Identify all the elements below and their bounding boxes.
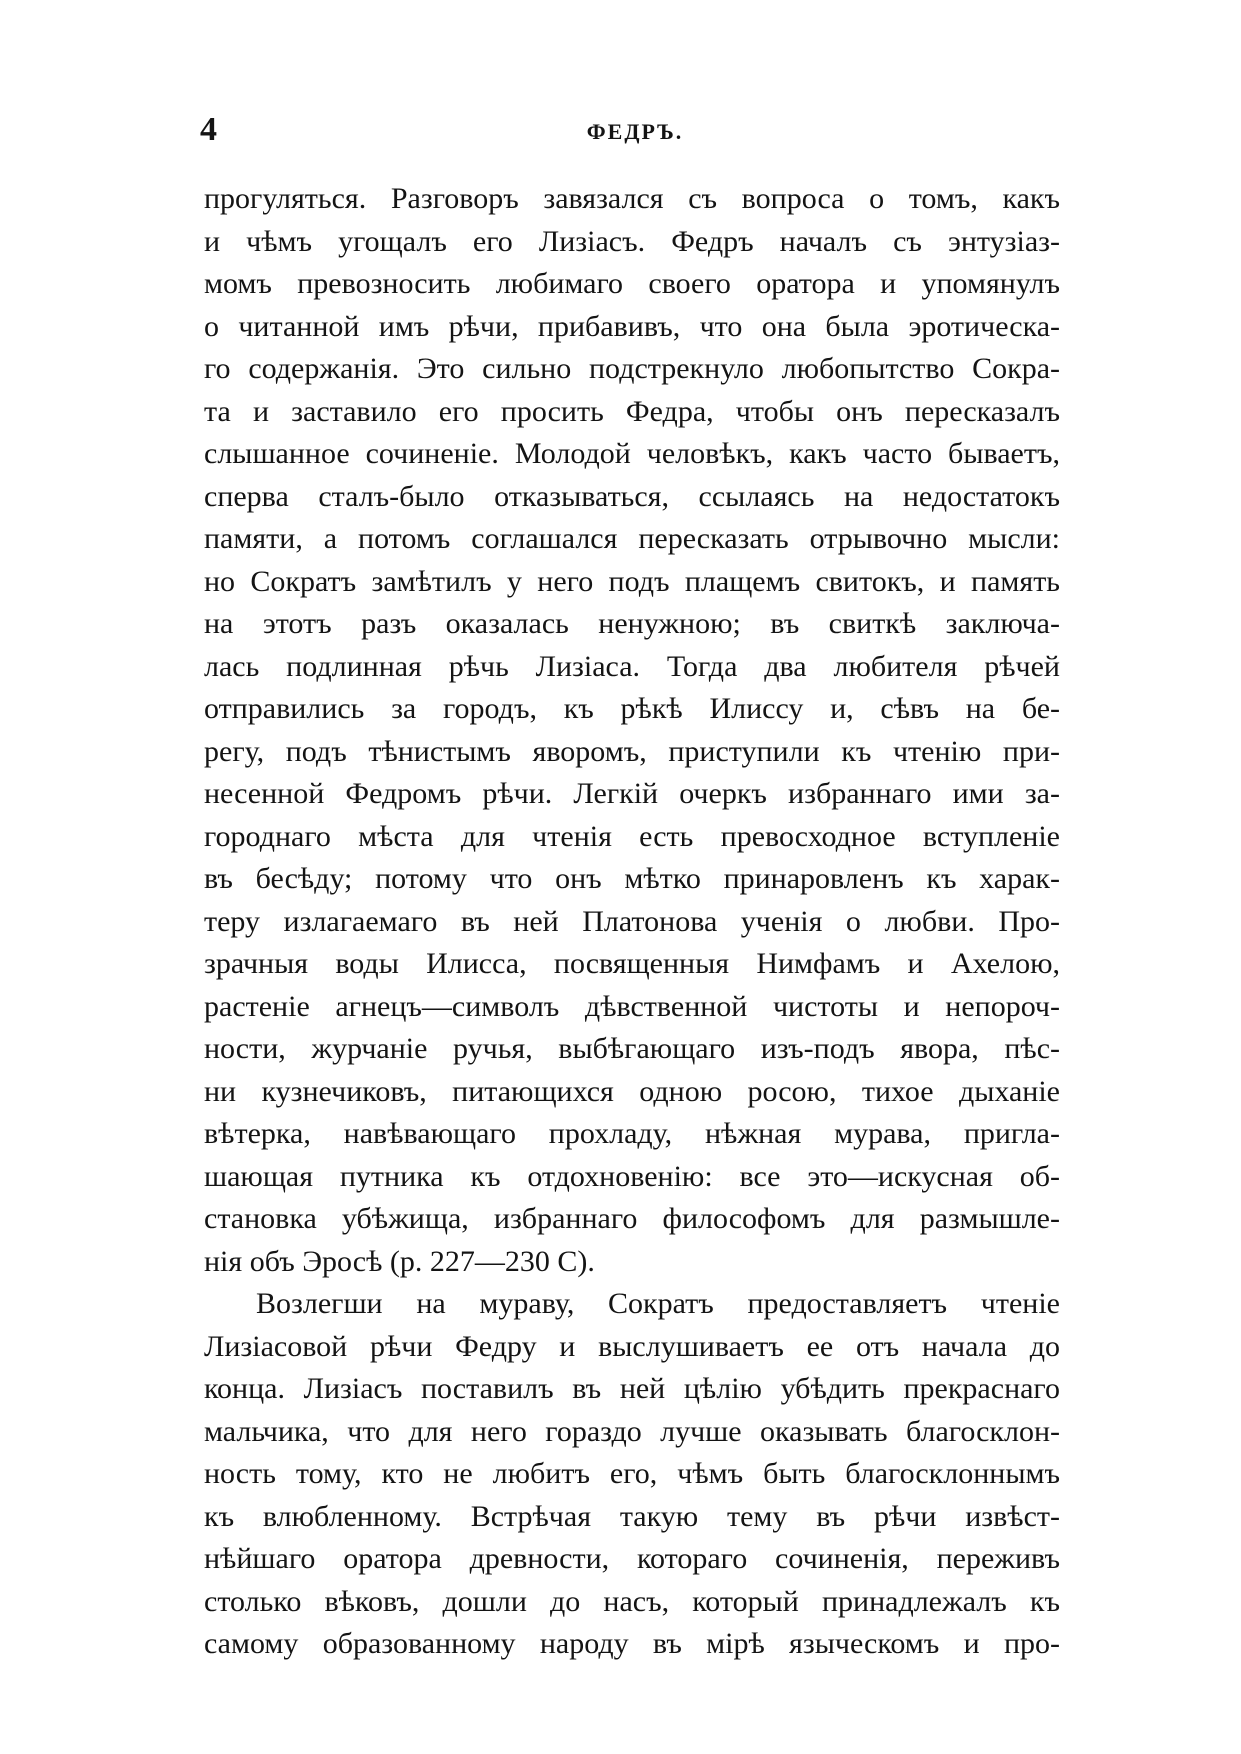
text-line: мальчика, что для него гораздо лучше оказывать благосклон- [204, 1414, 1060, 1448]
text-line: та и заставило его просить Федра, чтобы онъ пересказалъ [204, 394, 1060, 428]
text-line: несенной Федромъ рѣчи. Легкій очеркъ избраннаго ими за- [204, 777, 1060, 810]
text-line: прогуляться. Разговоръ завязался съ вопроса о томъ, какъ [204, 182, 1060, 215]
text-line: и чѣмъ угощалъ его Лизіасъ. Федръ началъ съ энтузіаз- [204, 224, 1060, 258]
text-line: городнаго мѣста для чтенія есть превосходное вступленіе [204, 819, 1060, 853]
page-header [200, 110, 1070, 150]
text-line: въ бесѣду; потому что онъ мѣтко принаровленъ къ харак- [204, 862, 1060, 895]
text-line: нѣйшаго оратора древности, котораго сочиненія, переживъ [204, 1542, 1060, 1575]
text-line: Возлегши на мураву, Сократъ предоставляетъ чтеніе [256, 1287, 1060, 1320]
text-line: къ влюбленному. Встрѣчая такую тему въ рѣчи извѣст- [204, 1499, 1060, 1533]
text-line: но Сократъ замѣтилъ у него подъ плащемъ свитокъ, и память [204, 564, 1060, 598]
page-number: 4 [200, 111, 217, 148]
text-line: о читанной имъ рѣчи, прибавивъ, что она была эротическа- [204, 309, 1060, 343]
text-line: самому образованному народу въ мірѣ языческомъ и про- [204, 1627, 1060, 1660]
text-line: памяти, а потомъ соглашался пересказать отрывочно мысли: [204, 522, 1060, 555]
text-line: шающая путника къ отдохновенію: все это—искусная об- [204, 1159, 1060, 1193]
text-line: столько вѣковъ, дошли до насъ, который принадлежалъ къ [204, 1584, 1060, 1618]
text-line: регу, подъ тѣнистымъ яворомъ, приступили къ чтенію при- [204, 734, 1060, 768]
text-line: момъ превозносить любимаго своего оратора и упомянулъ [204, 267, 1060, 300]
text-line: ности, журчаніе ручья, выбѣгающаго изъ-подъ явора, пѣс- [204, 1032, 1060, 1065]
text-line: лась подлинная рѣчь Лизіаса. Тогда два любителя рѣчей [204, 649, 1060, 683]
text-line: на этотъ разъ оказалась ненужною; въ свиткѣ заключа- [204, 607, 1060, 640]
text-line: ни кузнечиковъ, питающихся одною росою, тихое дыханіе [204, 1074, 1060, 1108]
text-line: становка убѣжища, избраннаго философомъ для размышле- [204, 1202, 1060, 1235]
text-line: конца. Лизіасъ поставилъ въ ней цѣлію убѣдить прекраснаго [204, 1372, 1060, 1405]
text-line: отправились за городъ, къ рѣкѣ Илиссу и, сѣвъ на бе- [204, 692, 1060, 725]
text-line: го содержанія. Это сильно подстрекнуло любопытство Сокра- [204, 352, 1060, 385]
text-line: Лизіасовой рѣчи Федру и выслушиваетъ ее отъ начала до [204, 1329, 1060, 1363]
text-line: вѣтерка, навѣвающаго прохладу, нѣжная мурава, пригла- [204, 1117, 1060, 1150]
body-text [204, 178, 1060, 1666]
text-line: зрачныя воды Илисса, посвященныя Нимфамъ и Ахелою, [204, 947, 1060, 980]
text-line: сперва сталъ-было отказываться, ссылаясь на недостатокъ [204, 479, 1060, 513]
text-line: слышанное сочиненіе. Молодой человѣкъ, какъ часто бываетъ, [204, 437, 1060, 470]
running-title: ФЕДРЪ. [586, 119, 684, 144]
text-line: нія объ Эросѣ (p. 227—230 C). [204, 1244, 595, 1278]
text-line: растеніе агнецъ—символъ дѣвственной чистоты и непороч- [204, 989, 1060, 1023]
text-line: теру излагаемаго въ ней Платонова ученія о любви. Про- [204, 904, 1060, 938]
text-line: ность тому, кто не любитъ его, чѣмъ быть благосклоннымъ [204, 1457, 1060, 1490]
